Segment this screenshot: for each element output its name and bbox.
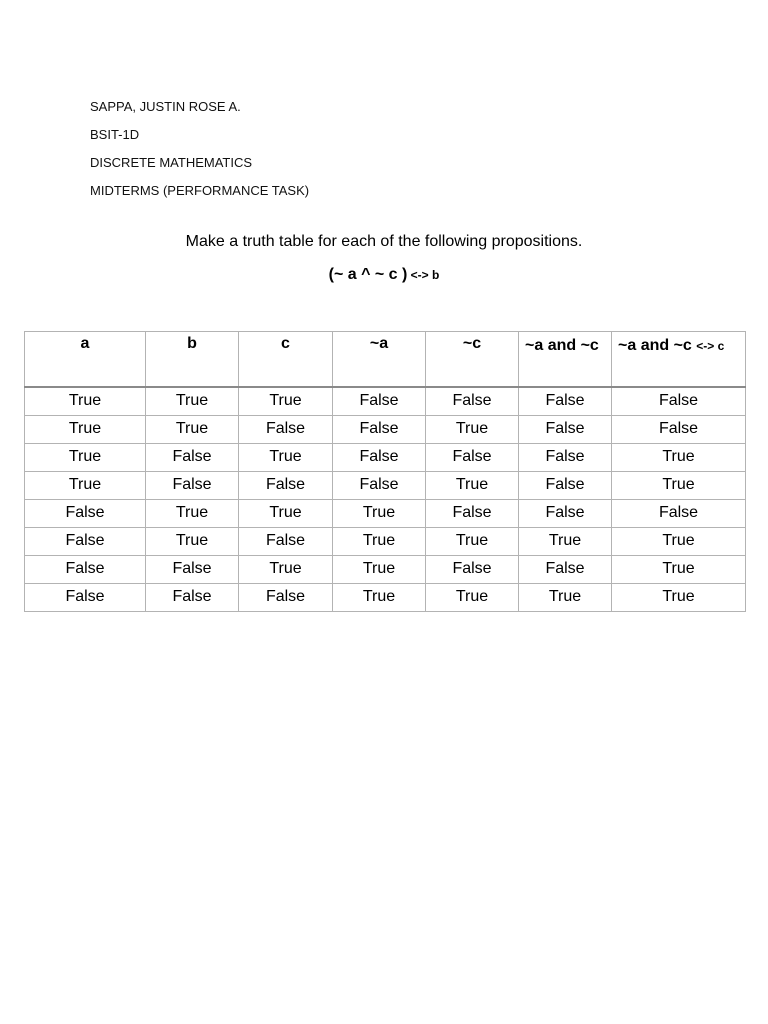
header-biconditional-main: ~a and ~c — [618, 337, 697, 354]
cell-not-a-and-not-c: False — [519, 387, 612, 416]
cell-a: False — [25, 555, 146, 583]
cell-a: True — [25, 415, 146, 443]
cell-b: True — [146, 415, 239, 443]
header-c: c — [239, 332, 333, 387]
cell-c: True — [239, 387, 333, 416]
truth-table-body — [25, 387, 746, 612]
table-row — [25, 387, 746, 416]
table-row — [25, 499, 746, 527]
document-header — [90, 93, 309, 205]
cell-not-a-and-not-c: False — [519, 499, 612, 527]
header-b: b — [146, 332, 239, 387]
cell-a: True — [25, 471, 146, 499]
student-name: SAPPA, JUSTIN ROSE A. — [90, 99, 241, 114]
cell-not-a: True — [333, 555, 426, 583]
cell-not-a: True — [333, 583, 426, 611]
cell-not-a: False — [333, 443, 426, 471]
table-row — [25, 583, 746, 611]
cell-b: True — [146, 499, 239, 527]
cell-not-a: False — [333, 415, 426, 443]
task-instruction: Make a truth table for each of the following propositions. — [185, 233, 583, 250]
header-biconditional — [612, 332, 746, 387]
cell-c: True — [239, 443, 333, 471]
cell-c: True — [239, 499, 333, 527]
cell-a: False — [25, 499, 146, 527]
table-row — [25, 415, 746, 443]
cell-c: False — [239, 471, 333, 499]
header-not-a: ~a — [333, 332, 426, 387]
table-row — [25, 555, 746, 583]
cell-not-a: True — [333, 499, 426, 527]
cell-a: False — [25, 583, 146, 611]
cell-c: True — [239, 555, 333, 583]
cell-not-a-and-not-c: False — [519, 471, 612, 499]
cell-biconditional: True — [612, 583, 746, 611]
header-a: a — [25, 332, 146, 387]
proposition-tail: <-> b — [407, 268, 440, 282]
cell-biconditional: False — [612, 387, 746, 416]
cell-not-c: True — [426, 527, 519, 555]
table-row — [25, 527, 746, 555]
proposition-formula — [0, 266, 768, 284]
cell-a: True — [25, 443, 146, 471]
cell-not-a: False — [333, 471, 426, 499]
cell-biconditional: True — [612, 555, 746, 583]
cell-c: False — [239, 415, 333, 443]
cell-not-a-and-not-c: True — [519, 527, 612, 555]
cell-not-c: False — [426, 387, 519, 416]
cell-a: True — [25, 387, 146, 416]
header-biconditional-tail: <-> c — [696, 339, 725, 353]
header-not-c: ~c — [426, 332, 519, 387]
cell-b: False — [146, 555, 239, 583]
cell-b: False — [146, 443, 239, 471]
table-row — [25, 443, 746, 471]
student-section: BSIT-1D — [90, 127, 140, 142]
cell-b: True — [146, 527, 239, 555]
cell-biconditional: True — [612, 443, 746, 471]
cell-biconditional: False — [612, 415, 746, 443]
cell-not-c: True — [426, 583, 519, 611]
cell-not-c: False — [426, 555, 519, 583]
cell-not-a-and-not-c: False — [519, 443, 612, 471]
proposition-main: (~ a ^ ~ c ) — [328, 266, 408, 283]
cell-b: False — [146, 583, 239, 611]
header-not-a-and-not-c: ~a and ~c — [519, 332, 612, 387]
cell-c: False — [239, 583, 333, 611]
cell-biconditional: True — [612, 471, 746, 499]
cell-biconditional: True — [612, 527, 746, 555]
cell-not-a: True — [333, 527, 426, 555]
cell-not-a-and-not-c: False — [519, 555, 612, 583]
exam-title: MIDTERMS (PERFORMANCE TASK) — [90, 183, 310, 198]
cell-b: False — [146, 471, 239, 499]
cell-a: False — [25, 527, 146, 555]
subject-name: DISCRETE MATHEMATICS — [90, 155, 253, 170]
cell-not-a-and-not-c: False — [519, 415, 612, 443]
cell-biconditional: False — [612, 499, 746, 527]
cell-c: False — [239, 527, 333, 555]
cell-not-c: True — [426, 471, 519, 499]
cell-not-c: False — [426, 443, 519, 471]
cell-not-a: False — [333, 387, 426, 416]
table-row — [25, 471, 746, 499]
cell-not-c: True — [426, 415, 519, 443]
table-header-row — [25, 332, 746, 387]
truth-table — [24, 331, 746, 612]
cell-not-c: False — [426, 499, 519, 527]
cell-not-a-and-not-c: True — [519, 583, 612, 611]
cell-b: True — [146, 387, 239, 416]
